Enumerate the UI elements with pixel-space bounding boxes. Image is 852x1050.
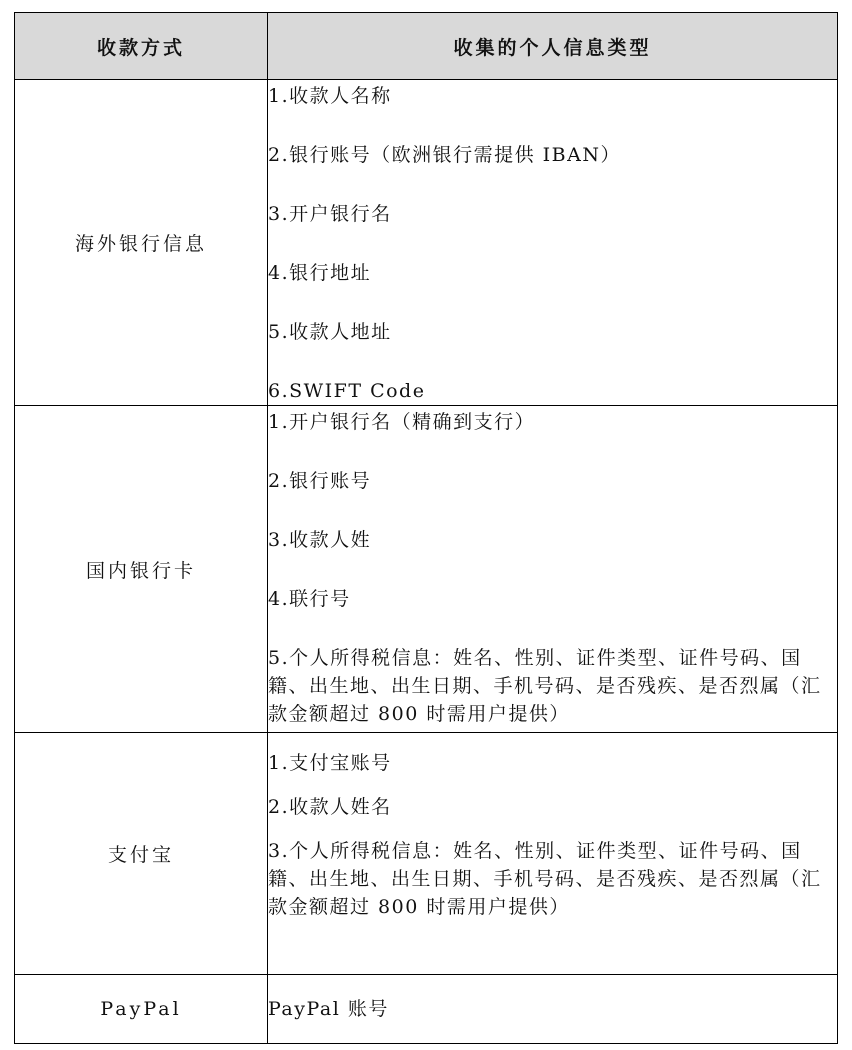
info-cell bbox=[268, 80, 838, 406]
info-item: 2.收款人姓名 bbox=[268, 796, 392, 818]
method-cell: 海外银行信息 bbox=[15, 80, 268, 406]
table-row bbox=[15, 733, 838, 975]
info-item: 2.银行账号 bbox=[268, 470, 372, 492]
info-item: 2.银行账号（欧洲银行需提供 IBAN） bbox=[268, 144, 621, 166]
info-item: 3.收款人姓 bbox=[268, 529, 372, 551]
method-cell: 支付宝 bbox=[15, 733, 268, 975]
table-row bbox=[15, 80, 838, 406]
info-item: 3.开户银行名 bbox=[268, 203, 392, 225]
info-item: PayPal 账号 bbox=[268, 998, 389, 1020]
info-item: 6.SWIFT Code bbox=[268, 380, 426, 402]
info-item: 4.联行号 bbox=[268, 588, 351, 610]
info-item: 5.个人所得税信息：姓名、性别、证件类型、证件号码、国籍、出生地、出生日期、手机号码、是否残疾、是否烈属（汇款金额超过 800 时需用户提供） bbox=[268, 647, 822, 725]
table-row bbox=[15, 406, 838, 733]
info-cell bbox=[268, 975, 838, 1044]
info-item: 1.支付宝账号 bbox=[268, 752, 392, 774]
method-cell: 国内银行卡 bbox=[15, 406, 268, 733]
info-item: 1.收款人名称 bbox=[268, 85, 392, 107]
info-cell bbox=[268, 406, 838, 733]
header-payment-method: 收款方式 bbox=[15, 13, 268, 80]
table-header-row bbox=[15, 13, 838, 80]
info-item: 5.收款人地址 bbox=[268, 321, 392, 343]
header-info-types: 收集的个人信息类型 bbox=[268, 13, 838, 80]
info-cell bbox=[268, 733, 838, 975]
info-item: 3.个人所得税信息：姓名、性别、证件类型、证件号码、国籍、出生地、出生日期、手机号码、是否残疾、是否烈属（汇款金额超过 800 时需用户提供） bbox=[268, 840, 822, 918]
info-item: 4.银行地址 bbox=[268, 262, 372, 284]
payment-info-table bbox=[14, 12, 838, 1044]
info-item: 1.开户银行名（精确到支行） bbox=[268, 411, 536, 433]
table-row bbox=[15, 975, 838, 1044]
method-cell: PayPal bbox=[15, 975, 268, 1044]
